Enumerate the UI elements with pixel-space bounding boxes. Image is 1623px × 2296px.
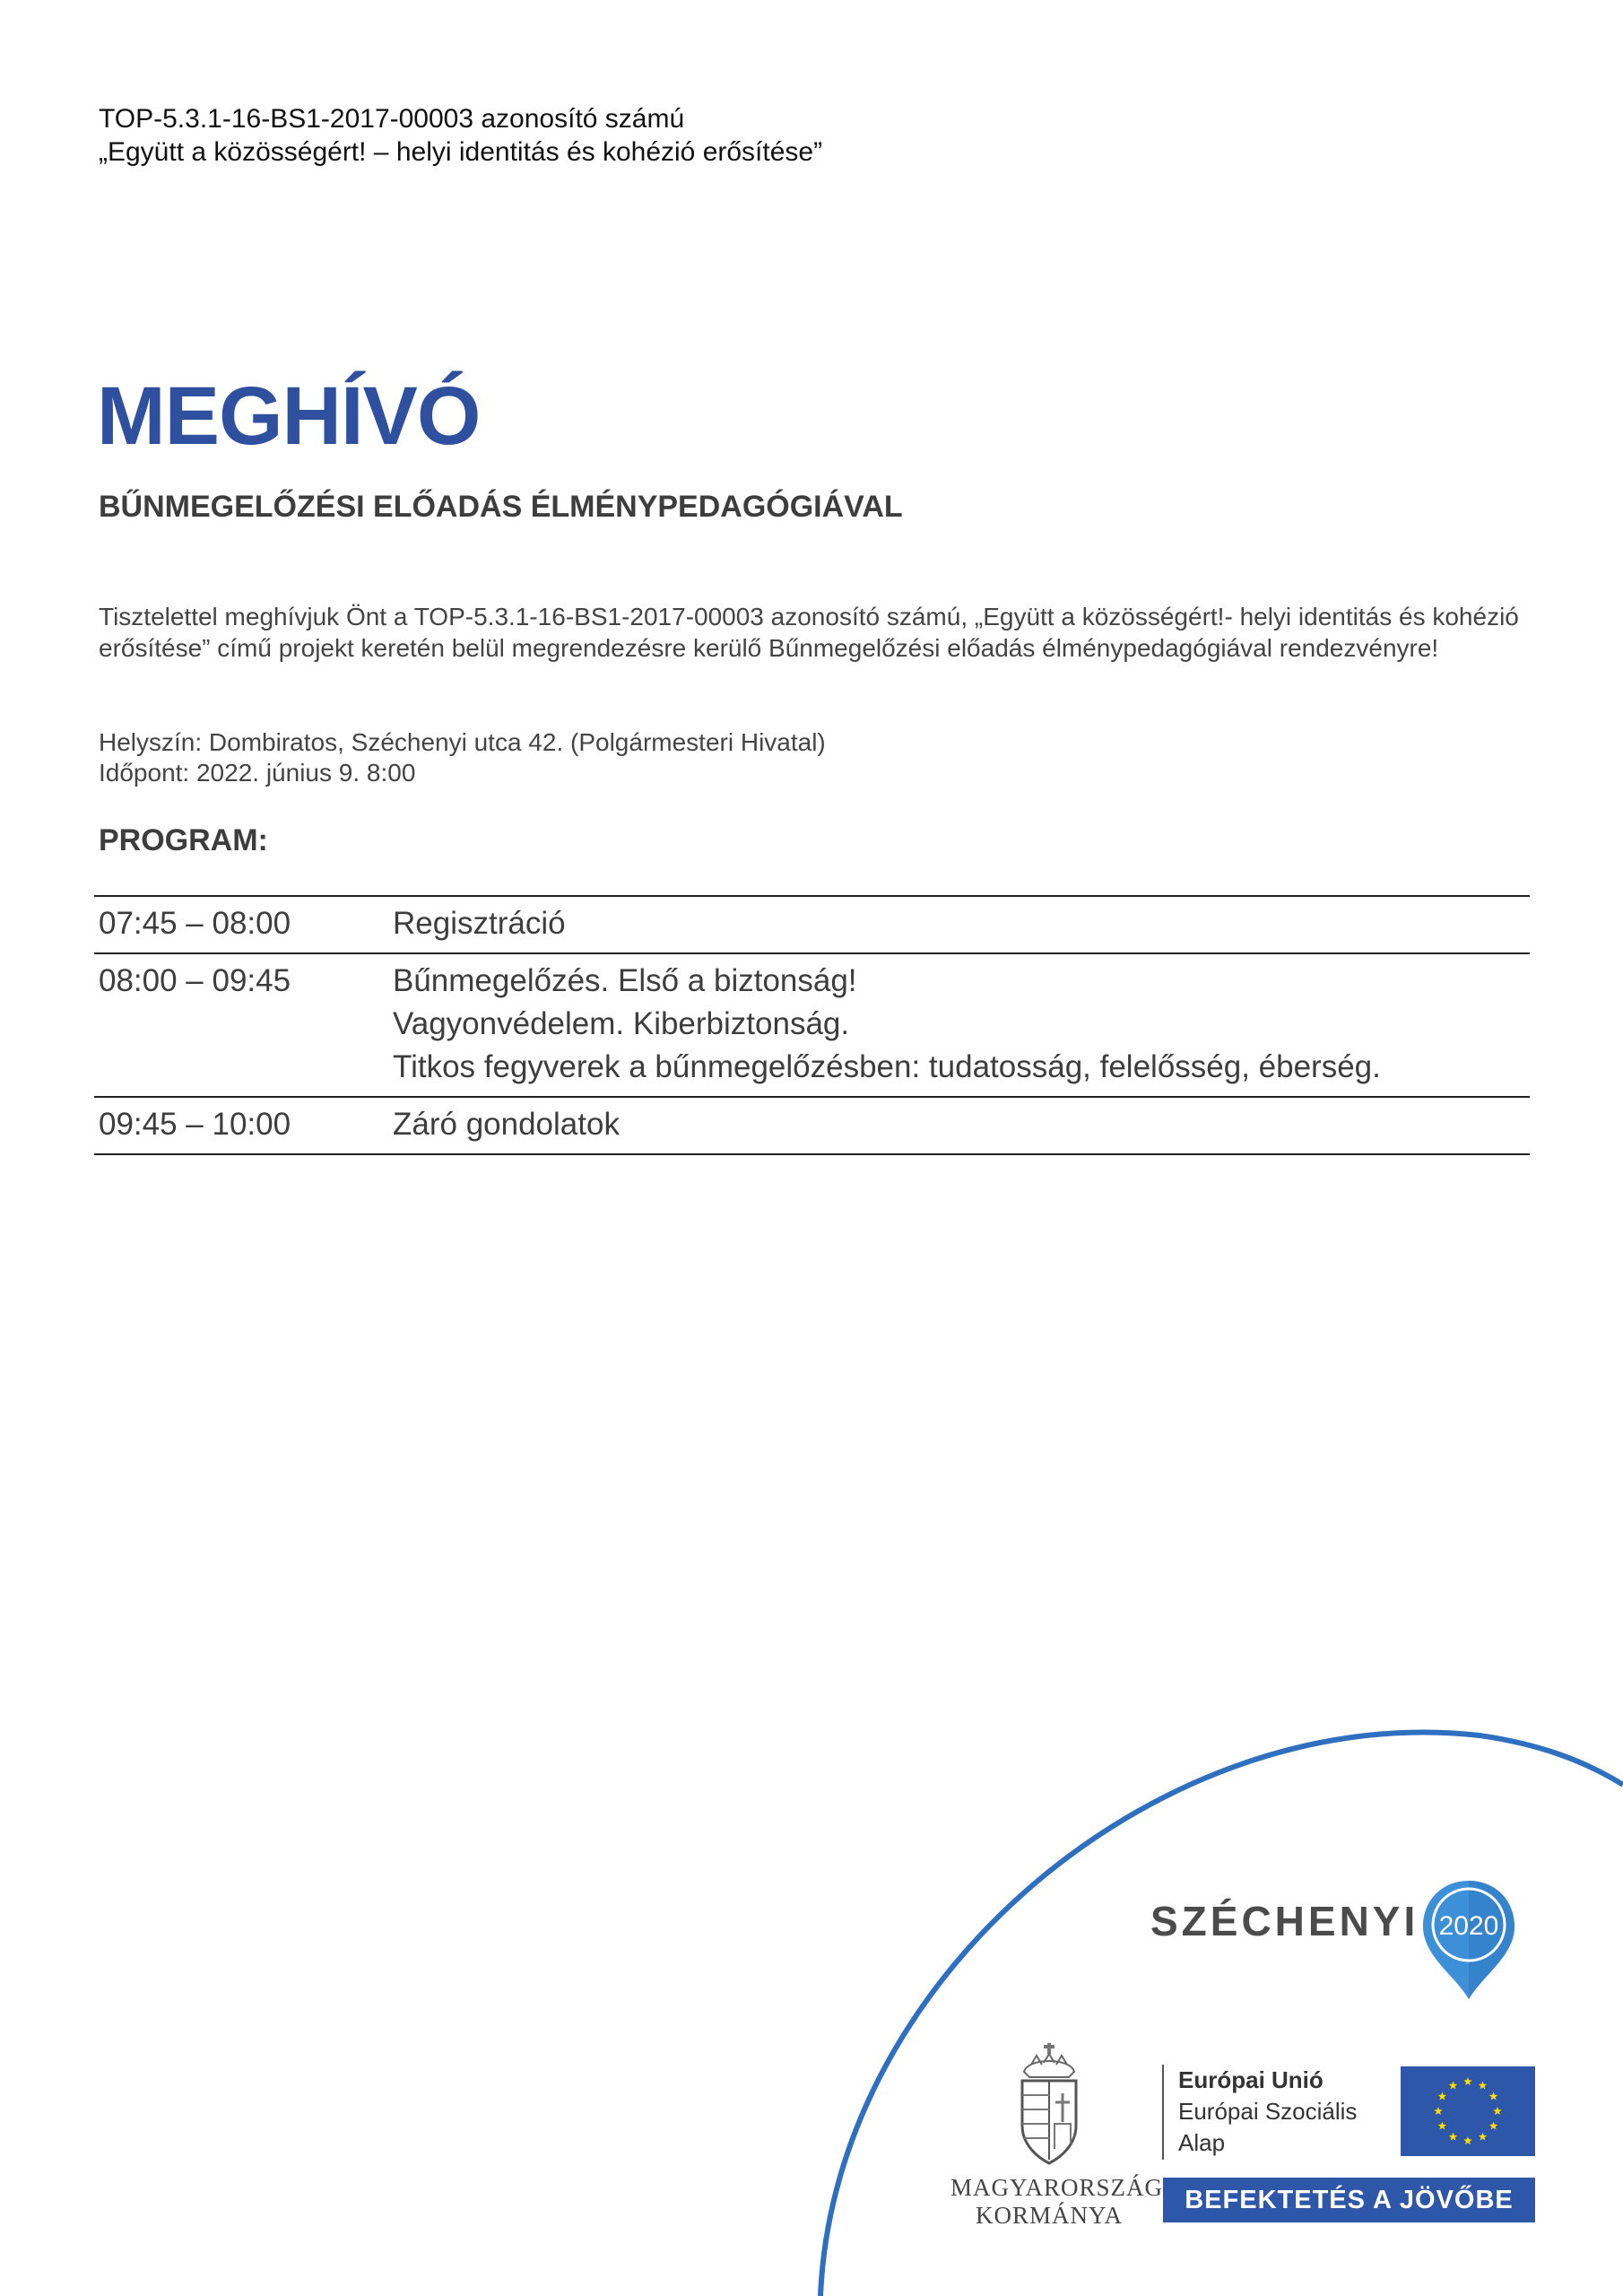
hungarian-government-text (950, 2174, 1164, 2230)
page-title: MEGHÍVÓ (97, 370, 481, 462)
program-time: 09:45 – 10:00 (99, 1107, 291, 1142)
eu-banner: BEFEKTETÉS A JÖVŐBE (1163, 2178, 1535, 2222)
program-heading: PROGRAM: (99, 823, 268, 857)
page-subtitle: BŰNMEGELŐZÉSI ELŐADÁS ÉLMÉNYPEDAGÓGIÁVAL (99, 490, 903, 524)
eu-divider (1162, 2065, 1164, 2160)
event-time: Időpont: 2022. június 9. 8:00 (99, 759, 416, 787)
header-project-title: „Együtt a közösségért! – helyi identitás és kohézió erősítése” (99, 137, 823, 167)
eu-line-2: Európai Szociális (1178, 2098, 1358, 2125)
szechenyi-logo-text: SZÉCHENYI (1150, 1898, 1419, 1944)
szechenyi-year: 2020 (1438, 1911, 1499, 1941)
eu-line-3: Alap (1178, 2129, 1226, 2156)
event-location: Helyszín: Dombiratos, Széchenyi utca 42. (Polgármesteri Hivatal) (99, 728, 826, 756)
hungarian-crest-icon (1013, 2043, 1085, 2169)
program-item: Záró gondolatok (393, 1107, 620, 1142)
program-time: 07:45 – 08:00 (99, 906, 291, 941)
eu-flag-icon (1401, 2066, 1535, 2156)
gov-line-2: KORMÁNYA (975, 2202, 1123, 2229)
location-pin-icon (1419, 1877, 1518, 2003)
program-item: Titkos fegyverek a bűnmegelőzésben: tudatosság, felelősség, éberség. (393, 1049, 1381, 1084)
program-time: 08:00 – 09:45 (99, 963, 291, 998)
program-item: Regisztráció (393, 906, 566, 941)
eu-line-1: Európai Unió (1178, 2066, 1324, 2093)
gov-line-1: MAGYARORSZÁG (950, 2174, 1164, 2201)
intro-paragraph: Tisztelettel meghívjuk Önt a TOP-5.3.1-16-BS1-2017-00003 azonosító számú, „Együtt a közösségért!- helyi identitás és kohézió erősítése” című projekt keretén belül megrendezésre kerülő Bűnmegelőzési előadás élménypedagógiával rendezvényre! (99, 603, 1519, 662)
program-item: Bűnmegelőzés. Első a biztonság! (393, 963, 857, 998)
eu-text (1178, 2065, 1357, 2159)
header-project-code: TOP-5.3.1-16-BS1-2017-00003 azonosító számú (99, 104, 685, 134)
program-item: Vagyonvédelem. Kiberbiztonság. (393, 1006, 850, 1041)
